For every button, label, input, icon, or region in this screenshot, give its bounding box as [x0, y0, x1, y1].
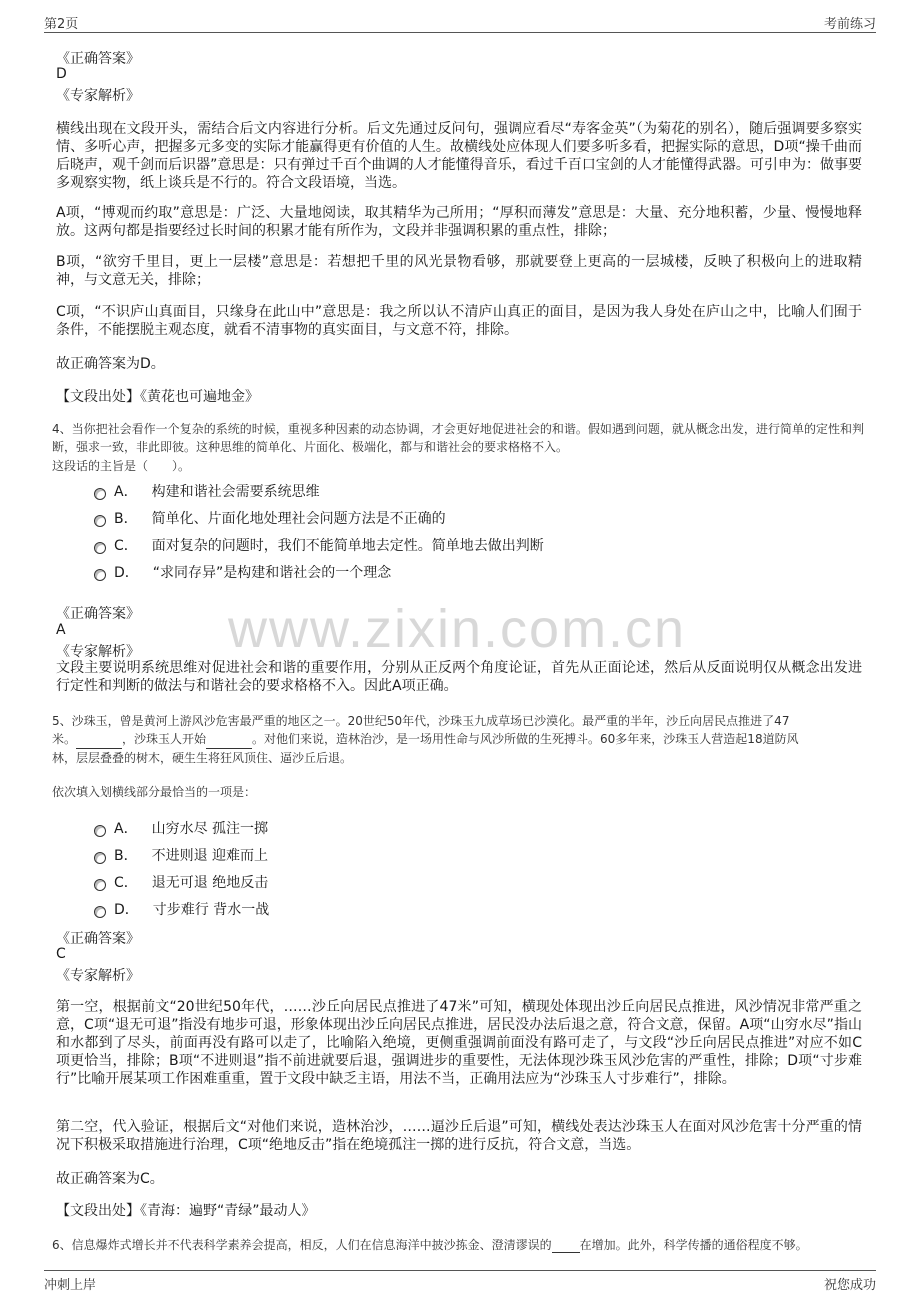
question-prompt: 这段话的主旨是（ ）。 — [52, 459, 191, 473]
radio-icon[interactable] — [94, 879, 106, 891]
analysis-label: 《专家解析》 — [56, 88, 140, 104]
question-stem: 4、当你把社会看作一个复杂的系统的时候，重视多种因素的动态协调，才会更好地促进社会的和谐。假如遇到问题，就从概念出发，进行简单的定性和判断，强求一致，非此即彼。这种思维的简单化、片面化、极端化，都与和谐社会的要求格格不入。 — [52, 422, 864, 454]
blank-line — [206, 730, 252, 749]
footer-left: 冲刺上岸 — [44, 1278, 97, 1293]
page-header — [44, 10, 876, 33]
question-prompt: 依次填入划横线部分最恰当的一项是： — [52, 785, 257, 799]
radio-icon[interactable] — [94, 906, 106, 918]
analysis-paragraph: C项，“不识庐山真面目，只缘身在此山中”意思是：我之所以认不清庐山真正的面目，是因为我人身处在庐山之中，比喻人们囿于条件，不能摆脱主观态度，就看不清事物的真实面目，与文意不符，排除。 — [56, 304, 862, 338]
option-a[interactable]: A． 山穷水尽 孤注一掷 — [94, 818, 268, 838]
answer-label: 《正确答案》 — [56, 606, 140, 622]
answer-value: D — [56, 66, 67, 82]
analysis-paragraph: 横线出现在文段开头，需结合后文内容进行分析。后文先通过反问句，强调应看尽“寿客金英”（为菊花的别名），随后强调要多察实情、多听心声，把握多元多变的实际才能赢得更有价值的人生。故横线处应体现人们要多听多看，把握实际的意思，D项“操千曲而后晓声，观千剑而后识器”意思是：只有弹过千百个曲调的人才能懂得音乐，看过千百口宝剑的人才能懂得武器。可引申为：做事要多观察实物，纸上谈兵是不行的。符合文段语境，当选。 — [56, 121, 862, 191]
option-c[interactable]: C． 退无可退 绝地反击 — [94, 872, 268, 892]
radio-icon[interactable] — [94, 852, 106, 864]
answer-label: 《正确答案》 — [56, 931, 140, 947]
answer-value: A — [56, 622, 66, 638]
answer-label: 《正确答案》 — [56, 51, 140, 67]
analysis-paragraph: 文段主要说明系统思维对促进社会和谐的重要作用，分别从正反两个角度论证，首先从正面论述，然后从反面说明仅从概念出发进行定性和判断的做法与和谐社会的要求格格不入。因此A项正确。 — [56, 660, 862, 694]
footer-right: 祝您成功 — [823, 1278, 876, 1293]
option-d[interactable]: D． 寸步难行 背水一战 — [94, 899, 269, 919]
conclusion: 故正确答案为D。 — [56, 356, 165, 372]
analysis-paragraph: A项，“博观而约取”意思是：广泛、大量地阅读，取其精华为己所用；“厚积而薄发”意思是：大量、充分地积蓄，少量、慢慢地释放。这两句都是指要经过长时间的积累才能有所作为，文段并非强调积累的重点性，排除； — [56, 205, 862, 239]
analysis-label: 《专家解析》 — [56, 968, 140, 984]
radio-icon[interactable] — [94, 515, 106, 527]
analysis-paragraph: 第二空，代入验证，根据后文“对他们来说，造林治沙，……逼沙丘后退”可知，横线处表达沙珠玉人在面对风沙危害十分严重的情况下积极采取措施进行治理，C项“绝地反击”指在绝境孤注一掷的进行反抗，符合文意，当选。 — [56, 1119, 862, 1153]
conclusion: 故正确答案为C。 — [56, 1171, 164, 1187]
radio-icon[interactable] — [94, 542, 106, 554]
source: 【文段出处】《青海：遍野“青绿”最动人》 — [56, 1203, 316, 1219]
question-stem: 6、信息爆炸式增长并不代表科学素养会提高，相反，人们在信息海洋中披沙拣金、澄清谬误的 在增加。此外，科学传播的通俗程度不够。 — [52, 1238, 808, 1252]
option-b[interactable]: B． 不进则退 迎难而上 — [94, 845, 268, 865]
watermark: www.zixin.com.cn — [228, 599, 687, 659]
analysis-paragraph: B项，“欲穷千里目，更上一层楼”意思是：若想把千里的风光景物看够，那就要登上更高的一层城楼，反映了积极向上的进取精神，与文意无关，排除； — [56, 254, 862, 288]
blank-line — [76, 730, 122, 749]
question-stem: 5、沙珠玉，曾是黄河上游风沙危害最严重的地区之一。20世纪50年代，沙珠玉九成草场已沙漠化。最严重的半年，沙丘向居民点推进了47 米。 ，沙珠玉人开始 。对他们来说，造林治沙，是一场用性命与风沙所做的生死搏斗。60多年来，沙珠玉人营造起18道防风 林，层层叠叠的树木，硬生生将狂风顶住、逼沙丘后退。 — [52, 714, 799, 765]
option-c[interactable]: C． 面对复杂的问题时，我们不能简单地去定性。简单地去做出判断 — [94, 535, 544, 555]
option-d[interactable]: D． “求同存异”是构建和谐社会的一个理念 — [94, 562, 391, 582]
option-a[interactable]: A． 构建和谐社会需要系统思维 — [94, 481, 320, 501]
header-title: 考前练习 — [823, 17, 876, 32]
option-b[interactable]: B． 简单化、片面化地处理社会问题方法是不正确的 — [94, 508, 446, 528]
answer-value: C — [56, 946, 66, 962]
analysis-paragraph: 第一空，根据前文“20世纪50年代，……沙丘向居民点推进了47米”可知，横现处体现出沙丘向居民点推进，风沙情况非常严重之意，C项“退无可退”指没有地步可退，形象体现出沙丘向居民点推进，居民没办法后退之意，符合文意，保留。A项“山穷水尽”指山和水都到了尽头，前面再没有路可以走了，比喻陷入绝境，更侧重强调前面没有路可走了，与文段“沙丘向居民点推进”对应不如C项更恰当，排除；B项“不进则退”指不前进就要后退，强调进步的重要性，无法体现沙珠玉风沙危害的严重性，排除；D项“寸步难行”比喻开展某项工作困难重重，置于文段中缺乏主语，用法不当，正确用法应为“沙珠玉人寸步难行”，排除。 — [56, 999, 862, 1087]
radio-icon[interactable] — [94, 825, 106, 837]
page-footer — [44, 1270, 876, 1295]
blank-line — [552, 1238, 580, 1253]
radio-icon[interactable] — [94, 488, 106, 500]
analysis-label: 《专家解析》 — [56, 644, 140, 660]
radio-icon[interactable] — [94, 569, 106, 581]
page-number: 第2页 — [44, 17, 79, 32]
source: 【文段出处】《黄花也可遍地金》 — [56, 389, 259, 405]
